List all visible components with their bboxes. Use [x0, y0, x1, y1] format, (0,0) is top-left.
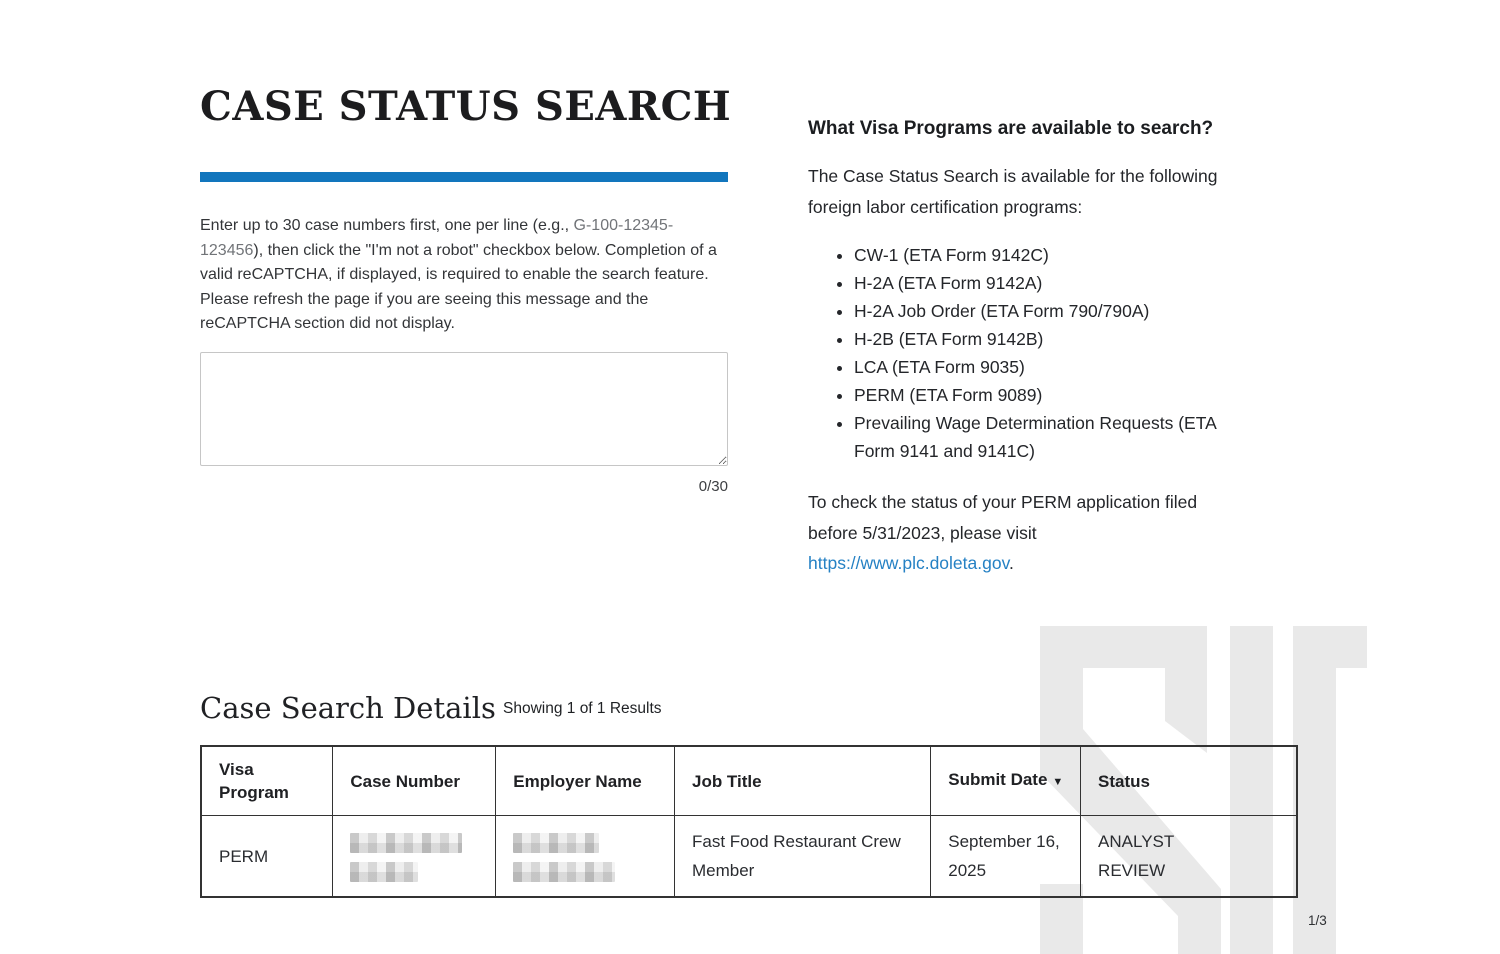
visa-programs-heading: What Visa Programs are available to search?	[808, 118, 1214, 139]
cell-visa-program: PERM	[201, 816, 333, 898]
perm-note	[808, 487, 1240, 579]
pagination-indicator: 1/3	[1308, 913, 1327, 928]
redacted-block	[513, 862, 615, 882]
results-count: Showing 1 of 1 Results	[503, 700, 662, 717]
list-item: • CW-1 (ETA Form 9142C)	[854, 241, 1224, 269]
table-row	[201, 816, 1297, 898]
header-job-title: Job Title	[674, 746, 930, 816]
accent-divider	[200, 172, 728, 182]
sort-descending-icon: ▼	[1052, 776, 1064, 788]
list-item: • H-2A Job Order (ETA Form 790/790A)	[854, 297, 1224, 325]
visa-programs-list	[808, 241, 1232, 465]
list-item: • H-2B (ETA Form 9142B)	[854, 325, 1224, 353]
cell-submit-date: September 16, 2025	[931, 816, 1081, 898]
list-item: • Prevailing Wage Determination Requests (ETA Form 9141 and 9141C)	[854, 409, 1224, 465]
list-item: • H-2A (ETA Form 9142A)	[854, 269, 1224, 297]
redacted-block	[350, 833, 462, 853]
header-status: Status	[1081, 746, 1297, 816]
cell-job-title: Fast Food Restaurant Crew Member	[674, 816, 930, 898]
case-number-example: G-100-12345-123456	[200, 217, 674, 259]
perm-note-suffix: .	[1009, 553, 1014, 573]
header-submit-date[interactable]: Submit Date ▼	[931, 746, 1081, 816]
instructions-part2: ), then click the "I'm not a robot" checkbox below. Completion of a valid reCAPTCHA, if displayed, is required to enable the search feature. Please refresh the page if you are seeing this message and the reCAPTCHA section did not display.	[200, 241, 717, 332]
header-employer-name: Employer Name	[496, 746, 675, 816]
instructions-part1: Enter up to 30 case numbers first, one per line (e.g.,	[200, 217, 574, 234]
list-item: • PERM (ETA Form 9089)	[854, 381, 1224, 409]
page-title: CASE STATUS SEARCH	[200, 83, 732, 130]
visa-programs-intro: The Case Status Search is available for the following foreign labor certification programs:	[808, 166, 1218, 217]
header-visa-program: Visa Program	[201, 746, 333, 816]
table-header-row	[201, 746, 1297, 816]
header-case-number: Case Number	[333, 746, 496, 816]
case-numbers-textarea[interactable]	[200, 352, 728, 466]
results-heading: Case Search Details	[200, 691, 496, 725]
cell-case-number	[333, 816, 496, 898]
perm-note-text: To check the status of your PERM application filed before 5/31/2023, please visit	[808, 492, 1198, 543]
redacted-block	[350, 862, 418, 882]
case-results-table	[200, 745, 1298, 898]
instructions-text	[200, 214, 728, 337]
doleta-link[interactable]: https://www.plc.doleta.gov	[808, 553, 1010, 573]
redacted-block	[513, 833, 599, 853]
cell-status: ANALYST REVIEW	[1081, 816, 1297, 898]
char-counter: 0/30	[698, 478, 728, 495]
cell-employer-name	[496, 816, 675, 898]
list-item: • LCA (ETA Form 9035)	[854, 353, 1224, 381]
